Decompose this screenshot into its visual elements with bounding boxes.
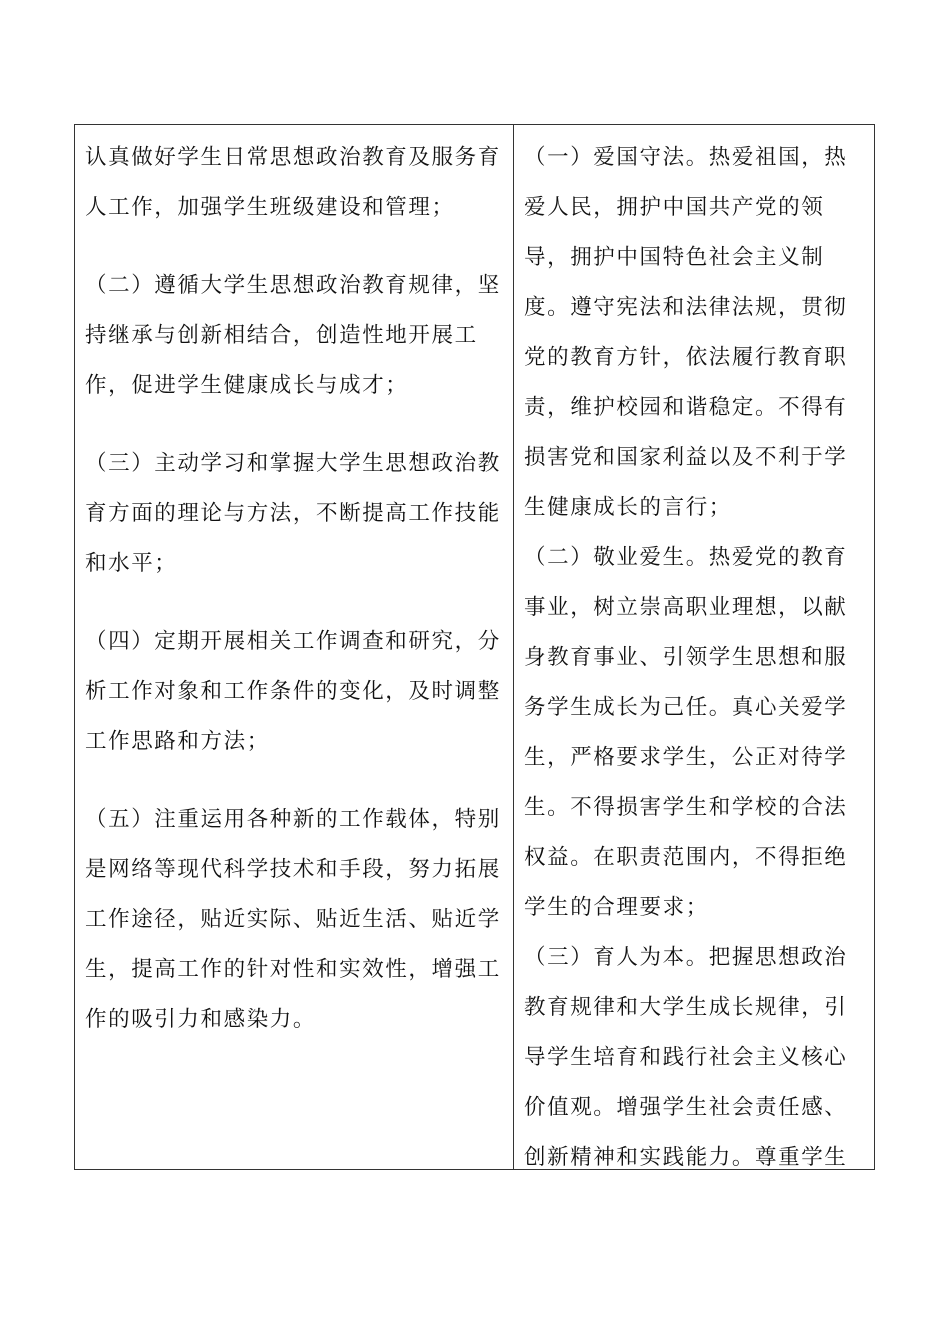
left-paragraph-5: （五）注重运用各种新的工作载体，特别是网络等现代科学技术和手段，努力拓展工作途径，贴近实际、贴近生活、贴近学生，提高工作的针对性和实效性，增强工作的吸引力和感染力。 — [85, 807, 501, 1032]
right-paragraph-2: （二）敬业爱生。热爱党的教育事业，树立崇高职业理想，以献身教育事业、引领学生思想和服务学生成长为己任。真心关爱学生，严格要求学生，公正对待学生。不得损害学生和学校的合法权益。在职责范围内，不得拒绝学生的合理要求； — [524, 545, 848, 920]
right-paragraph-1: （一）爱国守法。热爱祖国，热爱人民，拥护中国共产党的领导，拥护中国特色社会主义制度。遵守宪法和法律法规，贯彻党的教育方针，依法履行教育职责，维护校园和谐稳定。不得有损害党和国家利益以及不利于学生健康成长的言行； — [524, 145, 848, 520]
right-column-cell — [514, 125, 874, 1169]
right-paragraph-3: （三）育人为本。把握思想政治教育规律和大学生成长规律，引导学生培育和践行社会主义核心价值观。增强学生社会责任感、创新精神和实践能力。尊重学生 — [524, 945, 848, 1169]
document-table — [74, 124, 875, 1170]
left-paragraph-3: （三）主动学习和掌握大学生思想政治教育方面的理论与方法，不断提高工作技能和水平； — [85, 451, 501, 576]
left-paragraph-4: （四）定期开展相关工作调查和研究，分析工作对象和工作条件的变化，及时调整工作思路和方法； — [85, 629, 501, 754]
left-paragraph-2: （二）遵循大学生思想政治教育规律，坚持继承与创新相结合，创造性地开展工作，促进学生健康成长与成才； — [85, 273, 501, 398]
left-column-cell — [75, 125, 514, 1169]
left-paragraph-1: 认真做好学生日常思想政治教育及服务育人工作，加强学生班级建设和管理； — [85, 145, 501, 220]
